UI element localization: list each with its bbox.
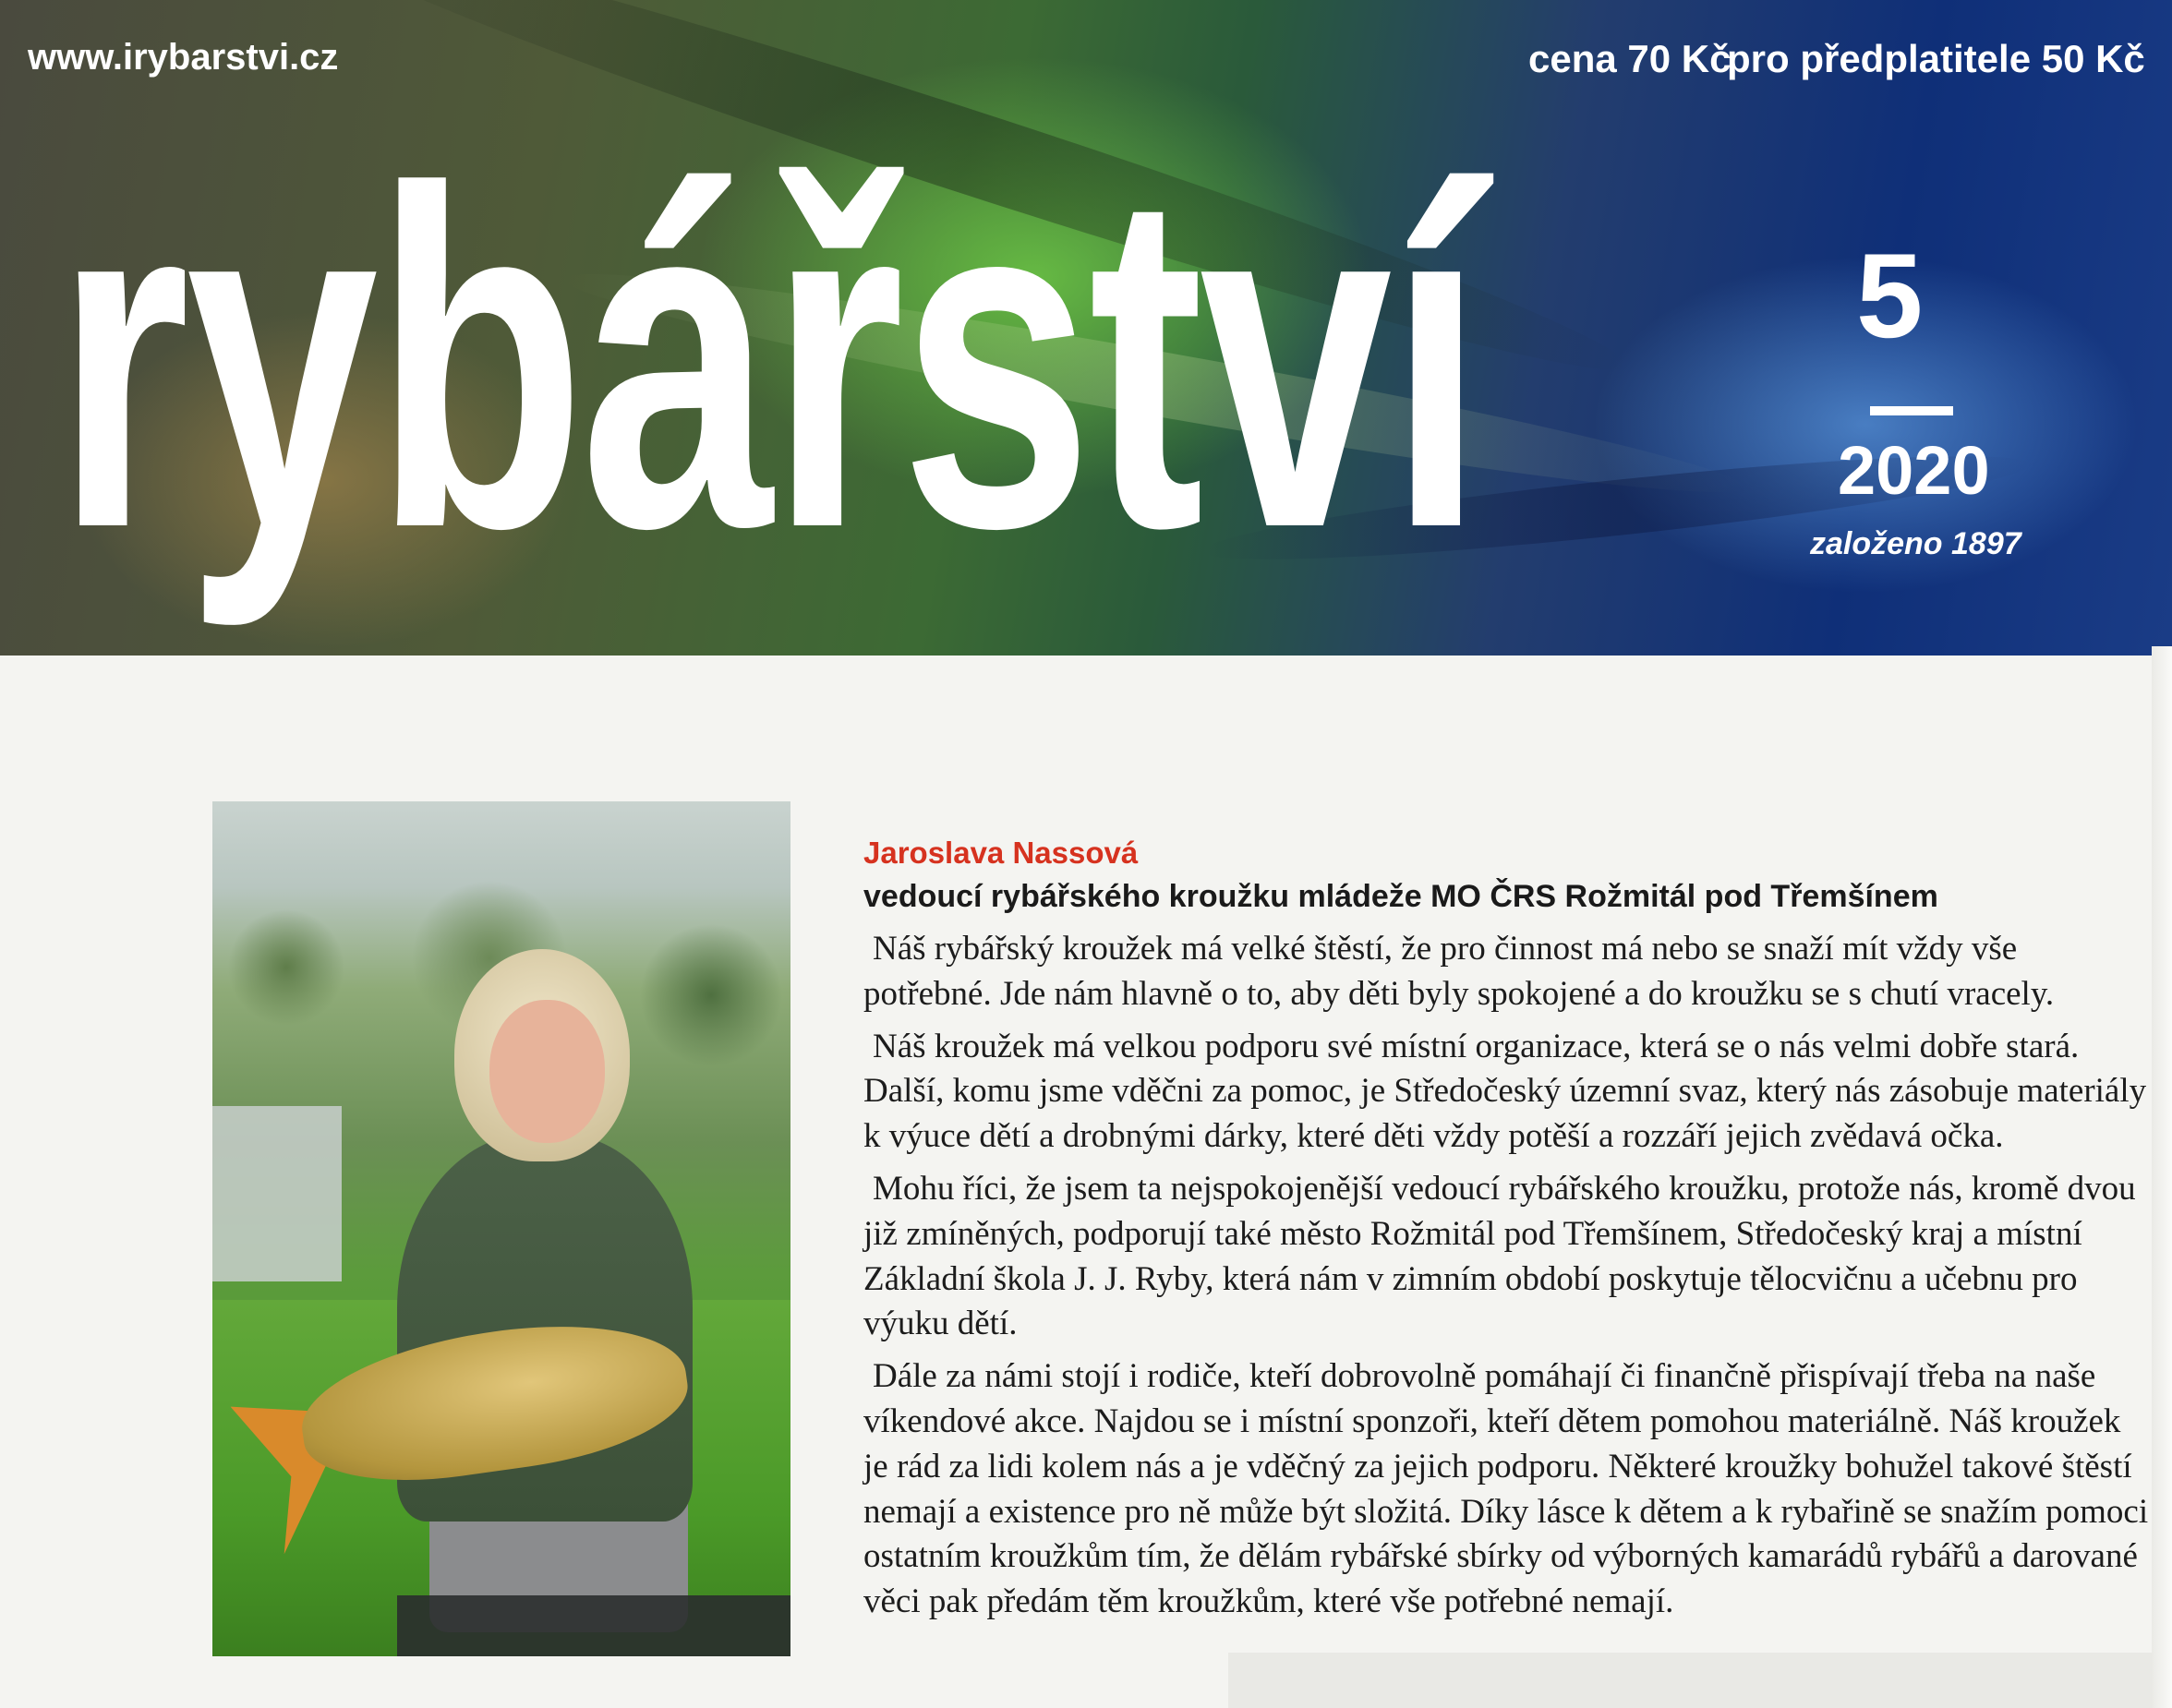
article-paragraph: Mohu říci, že jsem ta nejspokojenější vedoucí rybářského kroužku, protože nás, kromě dvou již zmíněných, podporují také město Rožmitál pod Třemšínem, Středočeský kraj a místní Základní škola J. J. Ryby, která nám v zimním období poskytuje tělocvičnu a učebnu pro výuku dětí. [863,1169,2136,1343]
article-paragraph: Náš rybářský kroužek má velké štěstí, že pro činnost má nebo se snaží mít vždy vše potřebné. Jde nám hlavně o to, aby děti byly spokojené a do kroužku se s chutí vracely. [863,930,2055,1013]
article-body [863,833,2152,1632]
issue-divider [1870,406,1953,415]
magazine-masthead [0,0,2172,656]
photo-angler-with-carp [212,801,790,1656]
subscriber-price: pro předplatitele 50 Kč [1727,37,2145,80]
article-paragraph: Náš kroužek má velkou podporu své místní organizace, která se o nás velmi dobře stará. Další, komu jsme vděčni za pomoc, je Středočeský územní svaz, který nás zásobuje materiály k výuce dětí a drobnými dárky, které děti vždy potěší a rozzáří jejich zvědavá očka. [863,1027,2147,1156]
article-paragraph: Dále za námi stojí i rodiče, kteří dobrovolně pomáhají či finančně přispívají třeba na naše víkendové akce. Najdou se i místní sponzoři, kteří dětem pomohou materiálně. Náš kroužek je rád za lidi kolem nás a je vděčný za jejich podporu. Některé kroužky bohužel takové štěstí nemají a existence pro ně může být složitá. Díky lásce k dětem a k rybařině se snažím pomoci ostatním kroužkům tím, že dělám rybářské sbírky od výborných kamarádů rybářů a darované věci pak předám těm kroužkům, které vše potřebné nemají. [863,1357,2149,1621]
author-role: vedoucí rybářského kroužku mládeže MO ČRS Rožmitál pod Třemšínem [863,879,1938,914]
cover-price: cena 70 Kč [1528,37,1732,80]
issue-year: 2020 [1838,432,1990,509]
person-face [489,1000,605,1143]
unhooking-mat [397,1595,790,1656]
article-author: Jaroslava Nassová [863,836,1139,870]
site-url: www.irybarstvi.cz [28,37,339,78]
magazine-title: rybářství [55,91,1480,628]
page-edge [2152,646,2172,1708]
building-background [212,1106,342,1281]
bleed-through-block [1228,1653,2152,1708]
bleed-through-text [212,665,813,803]
founded-note: založeno 1897 [1810,526,2021,561]
issue-number: 5 [1856,228,1924,363]
